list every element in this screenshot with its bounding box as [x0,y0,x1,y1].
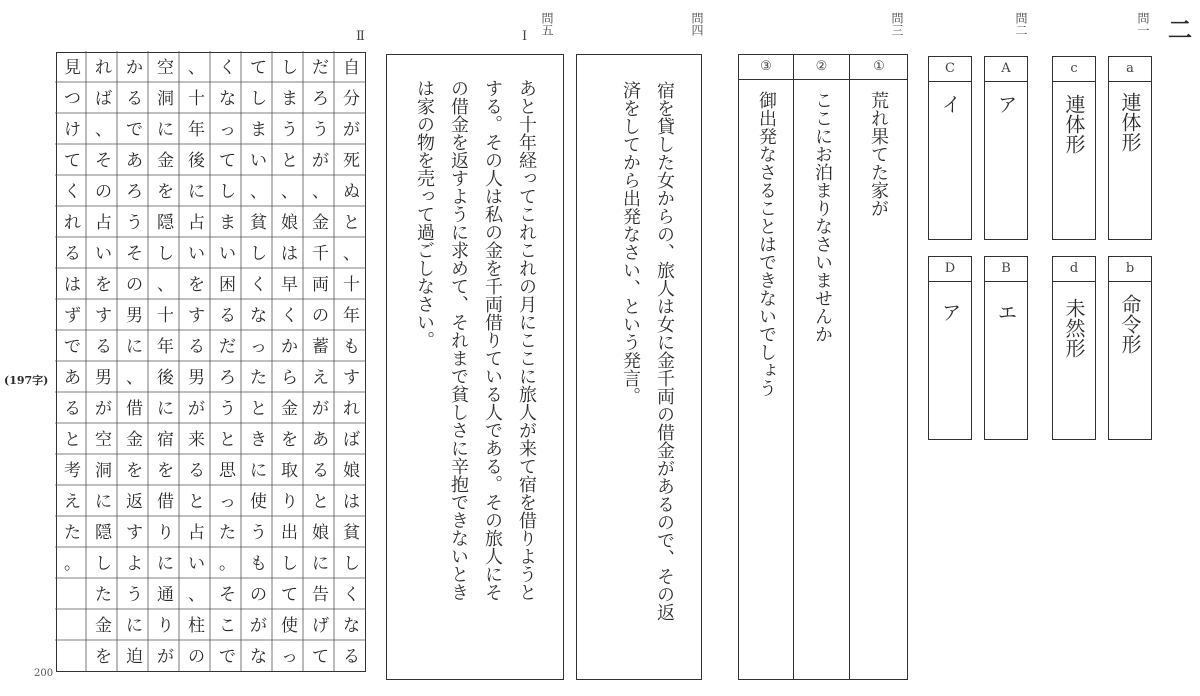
grid-cell: で [64,337,81,357]
grid-cell: 洞 [95,461,112,481]
grid-cell: 自 [343,58,360,78]
grid-cell: し [250,89,267,109]
grid-cell: も [250,554,267,574]
grid-cell: 借 [126,399,143,419]
grid-cell: れ [95,58,112,78]
grid-cell: れ [343,399,360,419]
grid-cell: し [219,182,236,202]
grid-cell: す [343,368,360,388]
grid-cell: 男 [126,306,143,326]
grid-cell: う [219,399,236,419]
grid-cell: る [188,461,205,481]
q1-key-b: b [1109,257,1151,282]
grid-cell: 金 [95,616,112,636]
grid-cell: る [312,461,329,481]
grid-cell: に [157,399,174,419]
q3-key-2: ② [815,59,828,74]
q5-line-1: あと十年経ってこれこれの月にここに旅人が来て宿を借りようと [516,79,537,601]
grid-cell: 、 [188,58,205,78]
grid-cell: の [188,647,205,667]
grid-cell: 借 [157,492,174,512]
q2-box-C [928,56,972,240]
grid-cell: を [281,430,298,450]
grid-cell: 、 [188,585,205,605]
q1-key-a: a [1109,57,1151,82]
grid-cell: も [343,337,360,357]
grid-cell: く [343,585,360,605]
grid-cell: 告 [312,585,329,605]
grid-cell: う [126,585,143,605]
grid-cell: な [250,306,267,326]
grid-cell: り [281,492,298,512]
q1-answer-c: 連体形 [1062,94,1086,154]
grid-cell: 蓄 [312,337,329,357]
grid-cell: が [157,647,174,667]
grid-cell: 占 [188,213,205,233]
grid-cell: る [64,244,81,264]
grid-cell: き [250,430,267,450]
grid-cell: 宿 [157,430,174,450]
grid-cell: う [281,120,298,140]
grid-cell: え [64,492,81,512]
grid-cell: 貧 [343,523,360,543]
grid-cell: 隠 [95,523,112,543]
grid-cell: か [126,58,143,78]
grid-cell: し [95,554,112,574]
grid-cell: 金 [312,213,329,233]
grid-cell: が [312,151,329,171]
q1-key-c: c [1053,57,1095,82]
q3-label: 問三 [890,12,904,36]
grid-cell: 男 [95,368,112,388]
grid-cell: 通 [157,585,174,605]
q1-answer-d: 未然形 [1062,298,1086,358]
grid-cell: の [312,306,329,326]
q1-box-a [1108,56,1152,240]
grid-cell: な [343,616,360,636]
grid-cell: た [250,368,267,388]
grid-cell: 、 [157,275,174,295]
grid-cell: 、 [281,182,298,202]
grid-cell: あ [64,368,81,388]
q3-answer-2: ここにお泊まりなさいませんか [812,91,833,343]
grid-cell: す [95,306,112,326]
grid-cell: が [312,399,329,419]
grid-cell: り [157,523,174,543]
grid-cell: っ [281,647,298,667]
q5-sub-i: Ⅰ [522,29,528,44]
grid-cell: 娘 [343,461,360,481]
grid-cell: だ [312,58,329,78]
grid-cell: を [95,275,112,295]
q5-box [386,54,564,680]
grid-cell: 年 [343,306,360,326]
grid-cell: り [157,616,174,636]
q2-key-B: B [985,257,1027,282]
q3-key-3: ③ [760,59,772,74]
q4-label: 問四 [690,12,704,36]
grid-cell: で [126,120,143,140]
grid-cell: る [126,89,143,109]
grid-column-9 [88,53,119,671]
grid-cell: ろ [312,89,329,109]
grid-cell: は [281,244,298,264]
grid-cell: 、 [126,368,143,388]
grid-cell: が [95,399,112,419]
q5-line-2: する。その人は私の金を千両借りている人である。その旅人にそ [482,79,503,601]
grid-cell: え [312,368,329,388]
grid-cell: に [95,492,112,512]
grid-cell: 金 [281,399,298,419]
q2-box-A [984,56,1028,240]
grid-cell: 取 [281,461,298,481]
q3-box [738,54,908,680]
grid-cell: 、 [343,244,360,264]
q2-label: 問二 [1014,12,1028,36]
q1-box-d [1052,256,1096,440]
q2-key-A: A [985,57,1027,82]
q5-ii-label: Ⅱ [356,29,365,44]
grid-cell: に [312,554,329,574]
q2-answer-A: ア [994,94,1018,114]
grid-cell: う [312,120,329,140]
grid-cell: で [219,647,236,667]
grid-cell: く [281,306,298,326]
grid-cell: あ [312,430,329,450]
q1-box-c [1052,56,1096,240]
grid-cell: ば [343,430,360,450]
grid-cell: げ [312,616,329,636]
grid-cell: ま [219,213,236,233]
grid-cell: 考 [64,461,81,481]
q3-key-1: ① [873,59,885,74]
q4-line-1: 宿を貸した女からの、旅人は女に金千両の借金があるので、その返 [654,81,675,621]
grid-cell: る [64,399,81,419]
grid-cell: 迫 [126,647,143,667]
grid-cell: あ [126,151,143,171]
grid-cell: て [250,58,267,78]
grid-cell: 千 [312,244,329,264]
grid-cell: の [95,182,112,202]
q3-answer-3: 御出発なさることはできないでしょう [756,91,777,397]
grid-cell: 占 [95,213,112,233]
grid-cell: 見 [64,58,81,78]
grid-cell: 、 [250,182,267,202]
grid-column-10 [57,53,88,671]
grid-cell: 男 [188,368,205,388]
q2-answer-D: ア [938,302,962,322]
grid-cell: が [343,120,360,140]
q5-label: 問五 [540,12,554,36]
grid-cell: を [157,182,174,202]
grid-cell: 分 [343,89,360,109]
grid-cell: と [64,430,81,450]
q1-answer-b: 命令形 [1118,294,1142,354]
grid-cell: ろ [219,368,236,388]
grid-cell: 。 [219,554,236,574]
grid-column-3 [274,53,305,671]
grid-cell: に [250,461,267,481]
grid-cell: て [281,585,298,605]
grid-cell: と [219,430,236,450]
grid-cell: 金 [157,151,174,171]
q1-key-d: d [1053,257,1095,282]
grid-cell: い [188,244,205,264]
grid-cell: た [219,523,236,543]
grid-cell: は [343,492,360,512]
grid-cell: い [95,244,112,264]
grid-cell: 後 [188,151,205,171]
grid-cell: し [157,244,174,264]
grid-cell: 十 [188,89,205,109]
grid-cell: ぬ [343,182,360,202]
grid-cell: た [95,585,112,605]
grid-cell: と [188,492,205,512]
grid-cell: な [250,647,267,667]
grid-cell: に [157,120,174,140]
grid-cell: を [157,461,174,481]
grid-cell: 金 [126,430,143,450]
grid-cell: 使 [281,616,298,636]
grid-cell: 後 [157,368,174,388]
grid-cell: し [250,244,267,264]
grid-cell: は [64,275,81,295]
grid-cell: と [281,151,298,171]
grid-cell: 空 [157,58,174,78]
grid-cell: う [250,523,267,543]
grid-cell: っ [250,337,267,357]
grid-cell: に [188,182,205,202]
grid-cell: 隠 [157,213,174,233]
grid-cell: に [126,337,143,357]
grid-cell: 占 [188,523,205,543]
grid-cell: そ [126,244,143,264]
grid-cell: を [95,647,112,667]
grid-cell: よ [126,554,143,574]
q2-answer-C: イ [938,94,962,114]
grid-cell: い [188,554,205,574]
grid-cell: 使 [250,492,267,512]
q5-line-3: の借金を返すように求めて、それまで貧しさに辛抱できないとき [448,79,469,601]
grid-cell: 出 [281,523,298,543]
grid-cell: こ [219,616,236,636]
grid-cell: 娘 [281,213,298,233]
grid-cell: 返 [126,492,143,512]
grid-cell: と [343,213,360,233]
grid-cell: い [219,244,236,264]
grid-cell: 死 [343,151,360,171]
grid-cell: く [250,275,267,295]
q2-box-D [928,256,972,440]
grid-cell: 空 [95,430,112,450]
grid-cell: な [219,89,236,109]
grid-column-4 [243,53,274,671]
grid-cell: て [64,151,81,171]
grid-column-2 [305,53,336,671]
q5-line-4: は家の物を売って過ごしなさい。 [414,79,435,349]
grid-cell: る [188,337,205,357]
grid-cell: そ [219,585,236,605]
grid-cell: ら [281,368,298,388]
grid-cell: 洞 [157,89,174,109]
grid-cell: う [126,213,143,233]
grid-cell: る [219,306,236,326]
grid-column-6 [181,53,212,671]
answer-grid [56,52,366,672]
grid-cell: 年 [188,120,205,140]
grid-cell: ま [250,120,267,140]
q4-box [576,54,702,680]
grid-cell: く [64,182,81,202]
grid-cell: る [343,647,360,667]
grid-cell: 十 [157,306,174,326]
grid-cell: 、 [95,120,112,140]
grid-column-7 [150,53,181,671]
grid-cell: 十 [343,275,360,295]
grid-cell: と [312,492,329,512]
grid-cell: が [250,616,267,636]
grid-cell: っ [219,120,236,140]
q1-label: 問一 [1136,12,1150,36]
grid-cell: る [95,337,112,357]
grid-column-5 [212,53,243,671]
grid-cell: く [219,58,236,78]
grid-cell: と [250,399,267,419]
char-count: (197字) [4,374,49,387]
grid-cell: 貧 [250,213,267,233]
q2-key-D: D [929,257,971,282]
grid-cell: が [188,399,205,419]
grid-cell: 来 [188,430,205,450]
q2-box-B [984,256,1028,440]
grid-cell: て [219,151,236,171]
grid-cell: そ [95,151,112,171]
section-mark: 二 [1168,15,1192,44]
grid-cell: 早 [281,275,298,295]
grid-cell: に [157,554,174,574]
grid-cell: い [250,151,267,171]
grid-cell: の [126,275,143,295]
grid-cell: 思 [219,461,236,481]
max-chars: 200 [34,668,54,679]
q1-box-b [1108,256,1152,440]
grid-cell: け [64,120,81,140]
grid-cell: 年 [157,337,174,357]
grid-cell: 柱 [188,616,205,636]
grid-cell: だ [219,337,236,357]
grid-cell: 娘 [312,523,329,543]
grid-cell: の [250,585,267,605]
grid-cell: れ [64,213,81,233]
grid-cell: 両 [312,275,329,295]
grid-cell: す [188,306,205,326]
grid-cell: ろ [126,182,143,202]
grid-cell: し [281,554,298,574]
grid-cell: ま [281,89,298,109]
grid-cell: を [126,461,143,481]
grid-cell: し [343,554,360,574]
grid-cell: ず [64,306,81,326]
q2-answer-B: エ [994,302,1018,322]
grid-cell: し [281,58,298,78]
grid-column-1 [336,53,367,671]
grid-cell: 困 [219,275,236,295]
grid-cell: を [188,275,205,295]
q3-answer-1: 荒れ果てた家が [868,91,889,217]
grid-cell: 、 [312,182,329,202]
grid-cell: て [312,647,329,667]
grid-cell: す [126,523,143,543]
grid-cell: ば [95,89,112,109]
q1-answer-a: 連体形 [1118,92,1142,152]
grid-column-8 [119,53,150,671]
q4-line-2: 済をしてから出発なさい、という発言。 [620,81,641,405]
grid-cell: か [281,337,298,357]
grid-cell: に [126,616,143,636]
grid-cell: つ [64,89,81,109]
grid-cell: っ [219,492,236,512]
grid-cell: た [64,523,81,543]
q2-key-C: C [929,57,971,82]
grid-cell: 。 [64,554,81,574]
